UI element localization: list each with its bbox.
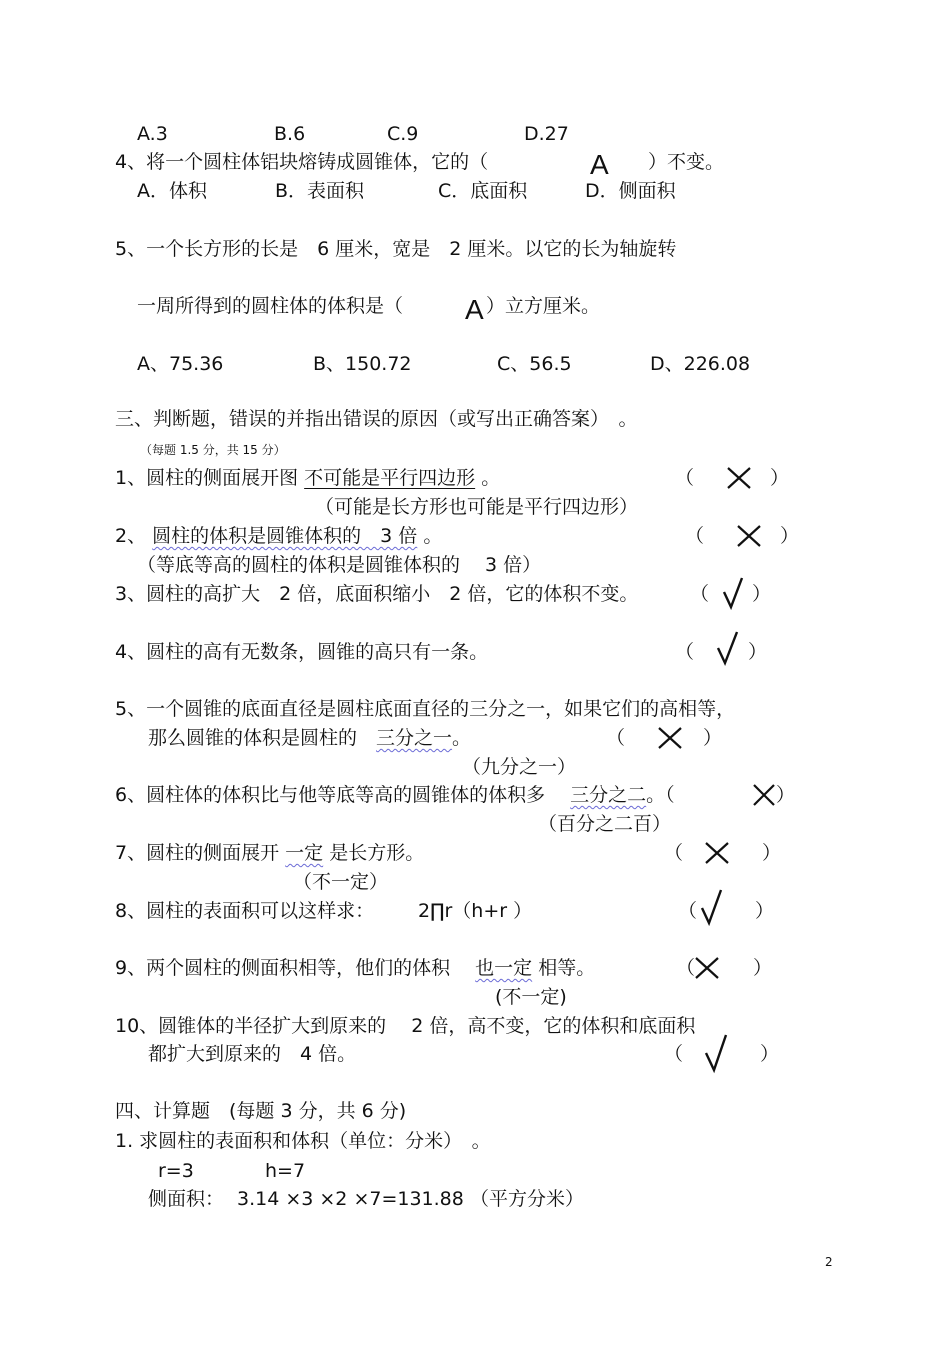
- judge-8-check-mark: [700, 888, 724, 926]
- q5-option-d: D、226.08: [650, 353, 751, 375]
- judge-1-text: 1、圆柱的侧面展开图 不可能是平行四边形 。: [115, 467, 501, 489]
- judge-1-close: ）: [770, 467, 790, 489]
- given-height: h=7: [265, 1160, 306, 1182]
- judge-3-open: （: [690, 583, 710, 605]
- judge-8-formula: 2∏r（h+r ）: [418, 900, 533, 922]
- q5-line1: 5、一个长方形的长是 6 厘米，宽是 2 厘米。以它的长为轴旋转: [115, 238, 677, 260]
- judge-5-cross-mark: [657, 726, 683, 750]
- judge-10-text: 都扩大到原来的 4 倍。: [148, 1043, 357, 1065]
- q5-option-a: A、75.36: [137, 353, 224, 375]
- q5-option-b: B、150.72: [313, 353, 412, 375]
- lateral-area-unit: （平方分米）: [470, 1188, 585, 1210]
- judge-9-correction: (不一定): [495, 986, 567, 1008]
- q4-stem-end: ）不变。: [648, 151, 725, 173]
- judge-9-close: ）: [753, 957, 773, 979]
- judge-4-check-mark: [716, 630, 740, 666]
- q4-option-b: B．表面积: [275, 180, 365, 202]
- judge-7-open: （: [664, 842, 684, 864]
- q3-option-d: D.27: [524, 123, 569, 145]
- judge-10-check-mark: [704, 1033, 730, 1073]
- judge-2-open: （: [685, 525, 705, 547]
- q4-stem: 4、将一个圆柱体铝块熔铸成圆锥体，它的（: [115, 151, 489, 173]
- judge-4-close: ）: [748, 641, 768, 663]
- page-number: 2: [825, 1255, 833, 1269]
- judge-10-close: ）: [760, 1043, 780, 1065]
- judge-1-open: （: [675, 467, 695, 489]
- judge-5-correction: （九分之一）: [462, 756, 577, 778]
- section4-title: 四、计算题 (每题 3 分，共 6 分): [115, 1100, 407, 1122]
- judge-10-line1: 10、圆锥体的半径扩大到原来的 2 倍，高不变，它的体积和底面积: [115, 1015, 696, 1037]
- judge-9-open: （: [676, 957, 696, 979]
- judge-3-check-mark: [722, 576, 746, 610]
- judge-9-text: 9、两个圆柱的侧面积相等，他们的体积 也一定 相等。: [115, 957, 596, 979]
- q4-option-c: C．底面积: [438, 180, 528, 202]
- judge-2-correction: （等底等高的圆柱的体积是圆锥体积的 3 倍）: [137, 554, 542, 576]
- q5-answer: A: [465, 294, 484, 325]
- judge-5-close: ）: [703, 727, 723, 749]
- judge-2-text: 2、 圆柱的体积是圆锥体积的 3 倍 。: [115, 525, 443, 547]
- judge-9-cross-mark: [694, 956, 720, 980]
- judge-5-line1: 5、一个圆锥的底面直径是圆柱底面直径的三分之一，如果它们的高相等，: [115, 698, 736, 720]
- q3-option-b: B.6: [274, 123, 306, 145]
- judge-7-correction: （不一定）: [293, 871, 389, 893]
- q3-option-c: C.9: [387, 123, 419, 145]
- q3-option-a: A.3: [137, 123, 168, 145]
- q4-option-a: A．体积: [137, 180, 207, 202]
- judge-3-text: 3、圆柱的高扩大 2 倍，底面积缩小 2 倍，它的体积不变。: [115, 583, 639, 605]
- judge-5-text: 那么圆锥的体积是圆柱的 三分之一。: [148, 727, 472, 749]
- judge-7-close: ）: [762, 842, 782, 864]
- judge-3-close: ）: [752, 583, 772, 605]
- q4-answer: A: [590, 149, 609, 180]
- judge-2-close: ）: [780, 525, 800, 547]
- judge-1-cross-mark: [726, 466, 752, 490]
- judge-10-open: （: [664, 1043, 684, 1065]
- section3-note: （每题 1.5 分，共 15 分）: [140, 443, 286, 457]
- judge-7-text: 7、圆柱的侧面展开 一定 是长方形。: [115, 842, 425, 864]
- judge-6-text: 6、圆柱体的体积比与他等底等高的圆锥体的体积多 三分之二。（: [115, 784, 675, 806]
- judge-6-close: ）: [776, 784, 796, 806]
- judge-8-open: （: [678, 900, 698, 922]
- q5-line2-end: ）立方厘米。: [486, 295, 601, 317]
- judge-4-open: （: [675, 641, 695, 663]
- q5-line2-start: 一周所得到的圆柱体的体积是（: [137, 295, 404, 317]
- lateral-area-label: 侧面积：: [148, 1188, 225, 1210]
- lateral-area-calc: 3.14 ×3 ×2 ×7=131.88: [237, 1188, 464, 1210]
- q5-option-c: C、56.5: [497, 353, 572, 375]
- judge-4-text: 4、圆柱的高有无数条，圆锥的高只有一条。: [115, 641, 489, 663]
- judge-8-text: 8、圆柱的表面积可以这样求：: [115, 900, 375, 922]
- given-radius: r=3: [158, 1160, 194, 1182]
- judge-6-correction: （百分之二百）: [538, 813, 672, 835]
- judge-1-correction: （可能是长方形也可能是平行四边形）: [315, 496, 639, 518]
- judge-7-cross-mark: [704, 841, 730, 865]
- judge-6-cross-mark: [752, 783, 776, 807]
- judge-2-cross-mark: [736, 524, 762, 548]
- section4-question-1: 1. 求圆柱的表面积和体积（单位：分米） 。: [115, 1130, 491, 1152]
- judge-5-open: （: [606, 727, 626, 749]
- q4-option-d: D．侧面积: [585, 180, 676, 202]
- judge-8-close: ）: [755, 900, 775, 922]
- section3-title: 三、判断题，错误的并指出错误的原因（或写出正确答案） 。: [115, 408, 638, 430]
